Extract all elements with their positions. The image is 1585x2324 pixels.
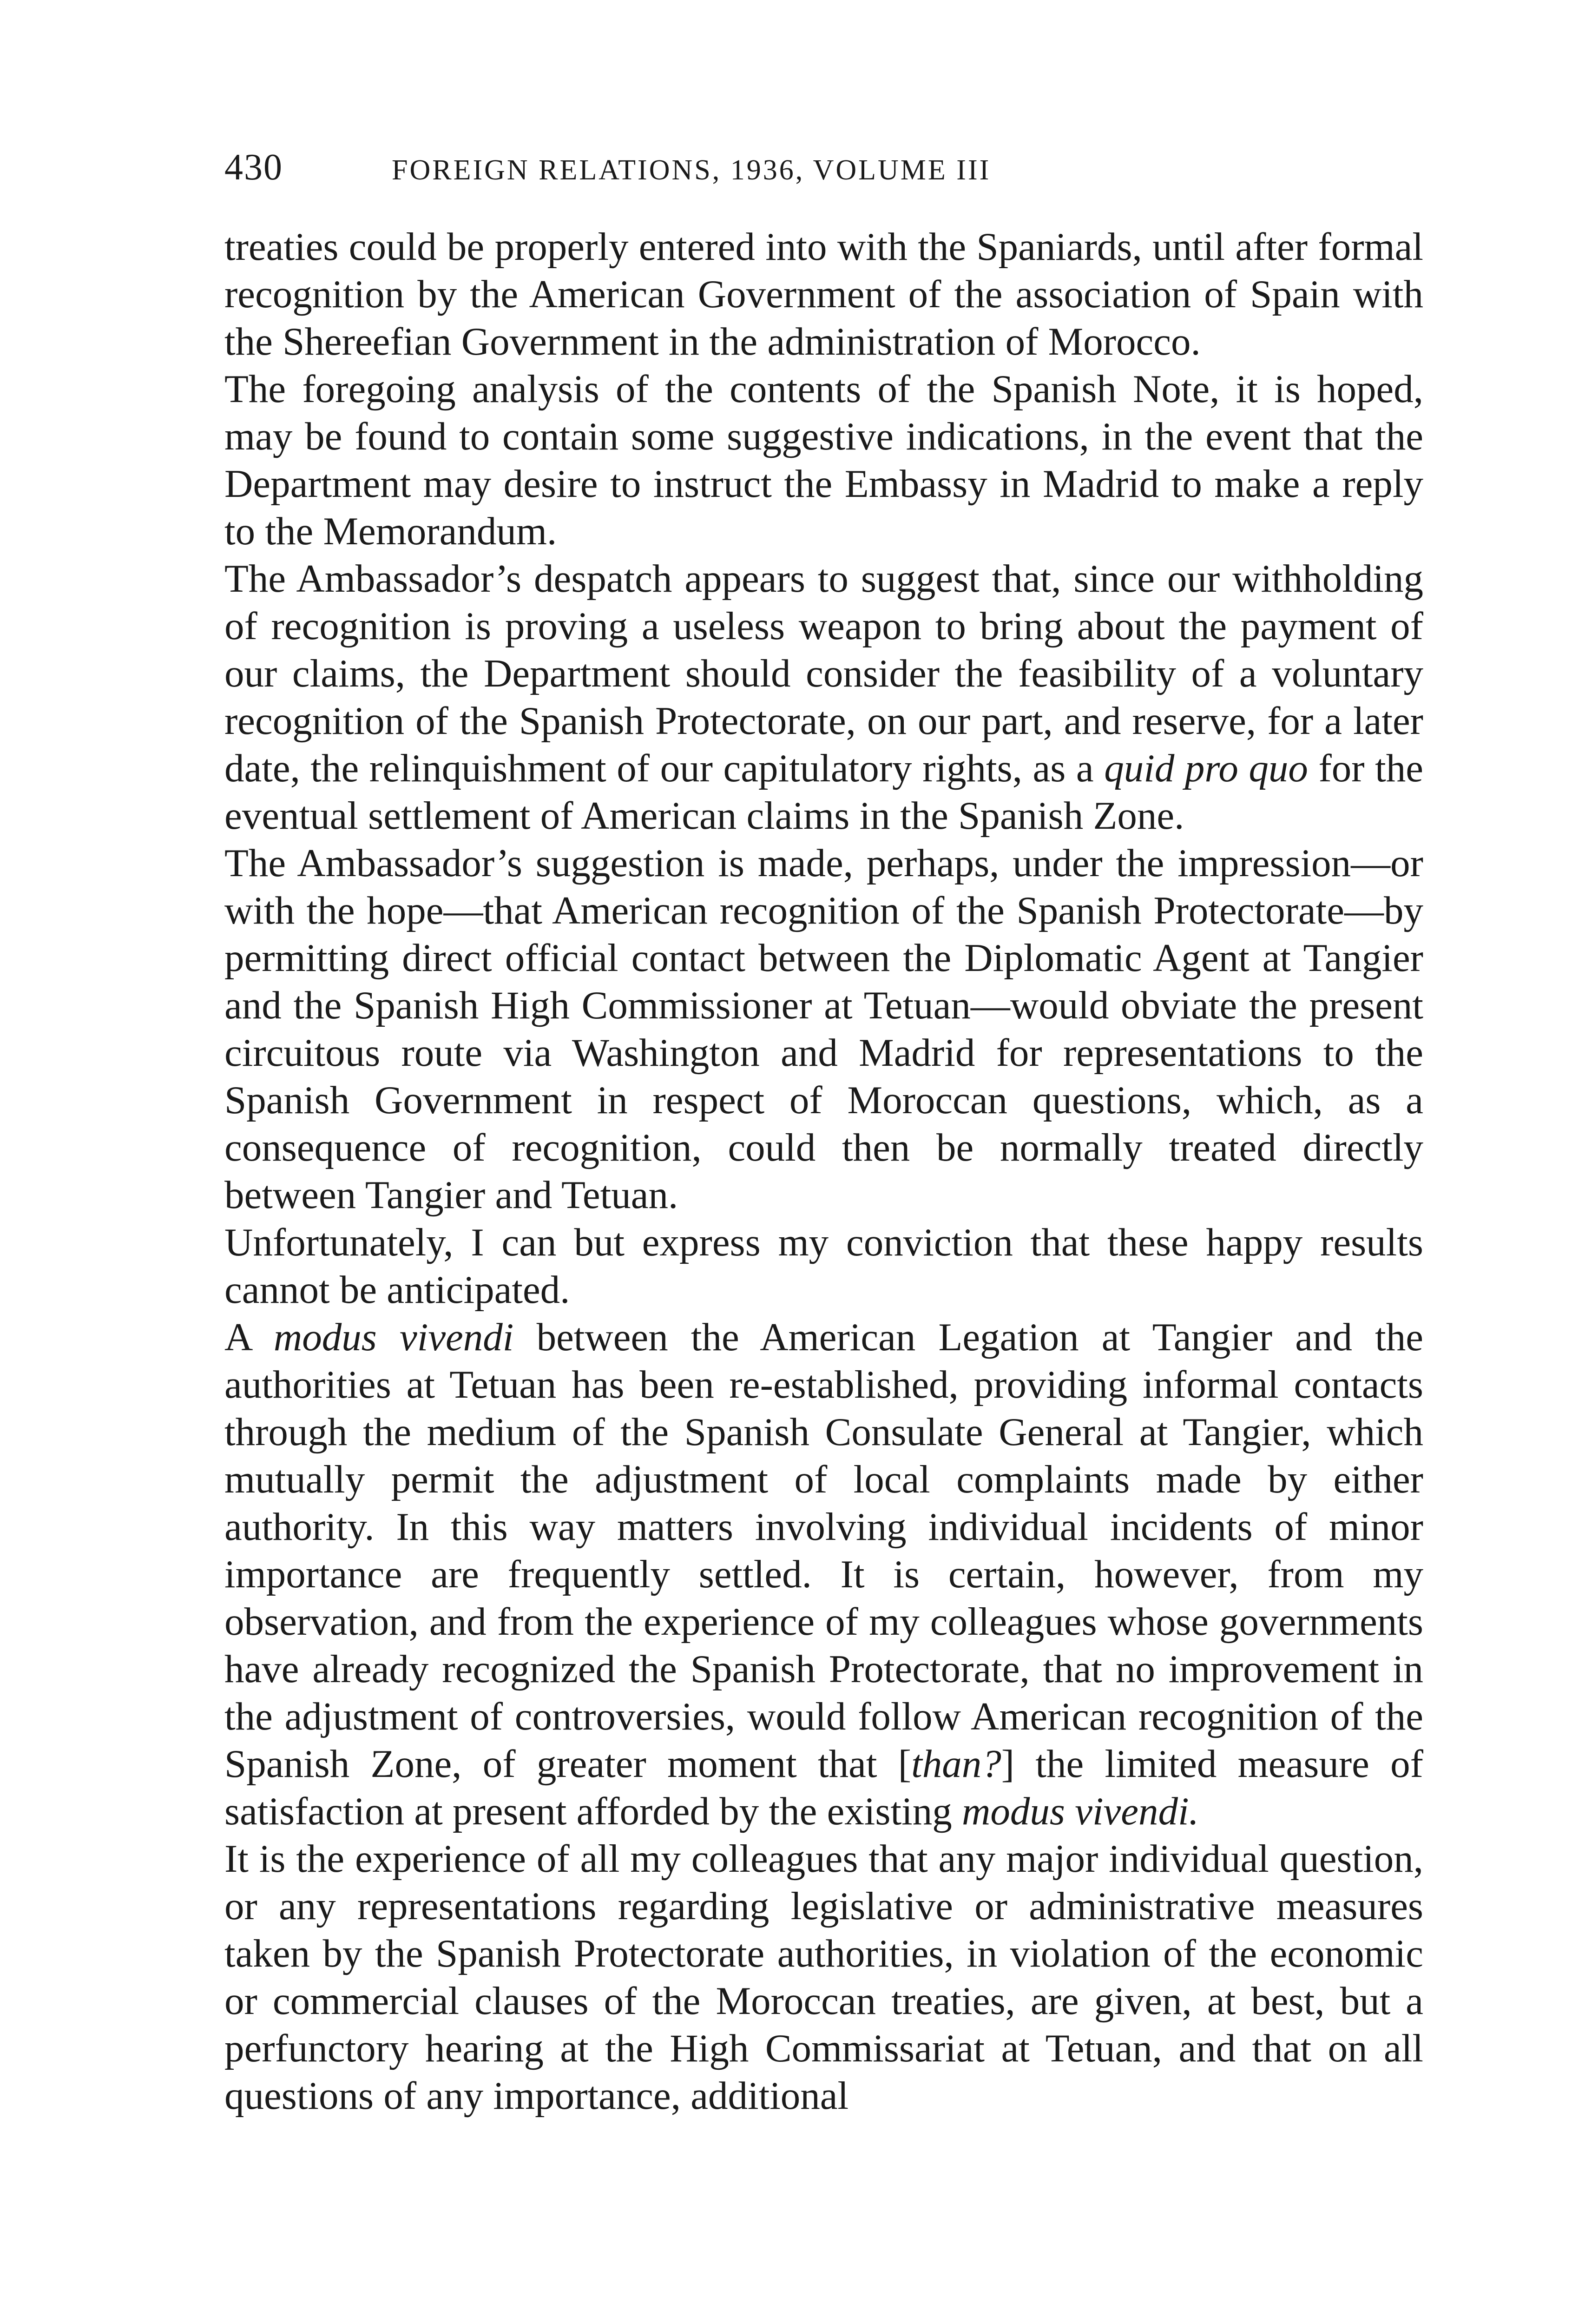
text-segment: The Ambassador’s despatch appears to suggest that, since our withholding of recognition is proving a useless weapon to bring about the payment of our claims, the Department should consider the feasibility of a voluntary recognition of the Spanish Protectorate, on our part, and reserve, for a later date, the relinquishment of our capitulatory rights, as a (224, 557, 1423, 790)
text-segment: The Ambassador’s suggestion is made, perhaps, under the impression—or with the hope—that American recognition of the Spanish Protectorate—by permitting direct official contact between the Diplomatic Agent at Tangier and the Spanish High Commissioner at Tetuan—would obviate the present circuitous route via Washington and Madrid for representations to the Spanish Government in respect of Moroccan questions, which, as a consequence of recognition, could then be normally treated directly between Tangier and Tetuan. (224, 841, 1423, 1217)
text-segment: Unfortunately, I can but express my conviction that these happy results cannot be anticipated. (224, 1221, 1423, 1312)
text-segment: It is the experience of all my colleagues that any major individual question, or any representations regarding legislative or administrative measures taken by the Spanish Protectorate authorities, in violation of the economic or commercial clauses of the Moroccan treaties, are given, at best, but a perfunctory hearing at the High Commissariat at Tetuan, and that on all questions of any importance, additional (224, 1837, 1423, 2118)
paragraph (224, 555, 1423, 839)
running-head: FOREIGN RELATIONS, 1936, VOLUME III (392, 154, 991, 186)
text-segment: for the eventual settlement of American claims in the Spanish Zone. (224, 746, 1423, 838)
text-segment: treaties could be properly entered into with the Spaniards, until after formal recognition by the American Government of the association of Spain with the Shereefian Government in the administration of Morocco. (224, 225, 1423, 363)
italic-text: quid pro quo (1104, 746, 1308, 790)
text-segment: The foregoing analysis of the contents of the Spanish Note, it is hoped, may be found to contain some suggestive indications, in the event that the Department may desire to instruct the Embassy in Madrid to make a reply to the Memorandum. (224, 367, 1423, 553)
document-page (224, 144, 1423, 2119)
italic-text: than? (911, 1742, 1001, 1786)
italic-text: modus vivendi (273, 1315, 514, 1359)
paragraph (224, 365, 1423, 555)
paragraph (224, 1835, 1423, 2119)
page-header (224, 144, 1423, 191)
text-segment: between the American Legation at Tangier and the authorities at Tetuan has been re-established, providing informal contacts through the medium of the Spanish Consulate General at Tangier, which mutually permit the adjustment of local complaints made by either authority. In this way matters involving individual incidents of minor importance are frequently settled. It is certain, however, from my observation, and from the experience of my colleagues whose governments have already recognized the Spanish Protectorate, that no improvement in the adjustment of controversies, would follow American recognition of the Spanish Zone, of greater moment that [ (224, 1315, 1423, 1786)
text-segment: A (224, 1315, 274, 1359)
page-number: 430 (224, 147, 283, 188)
document-body (224, 223, 1423, 2119)
paragraph (224, 1219, 1423, 1314)
paragraph (224, 223, 1423, 365)
paragraph (224, 839, 1423, 1219)
paragraph (224, 1314, 1423, 1835)
italic-text: modus vivendi. (962, 1789, 1199, 1833)
text-segment: ] the limited measure of satisfaction at present afforded by the existing (224, 1742, 1423, 1833)
